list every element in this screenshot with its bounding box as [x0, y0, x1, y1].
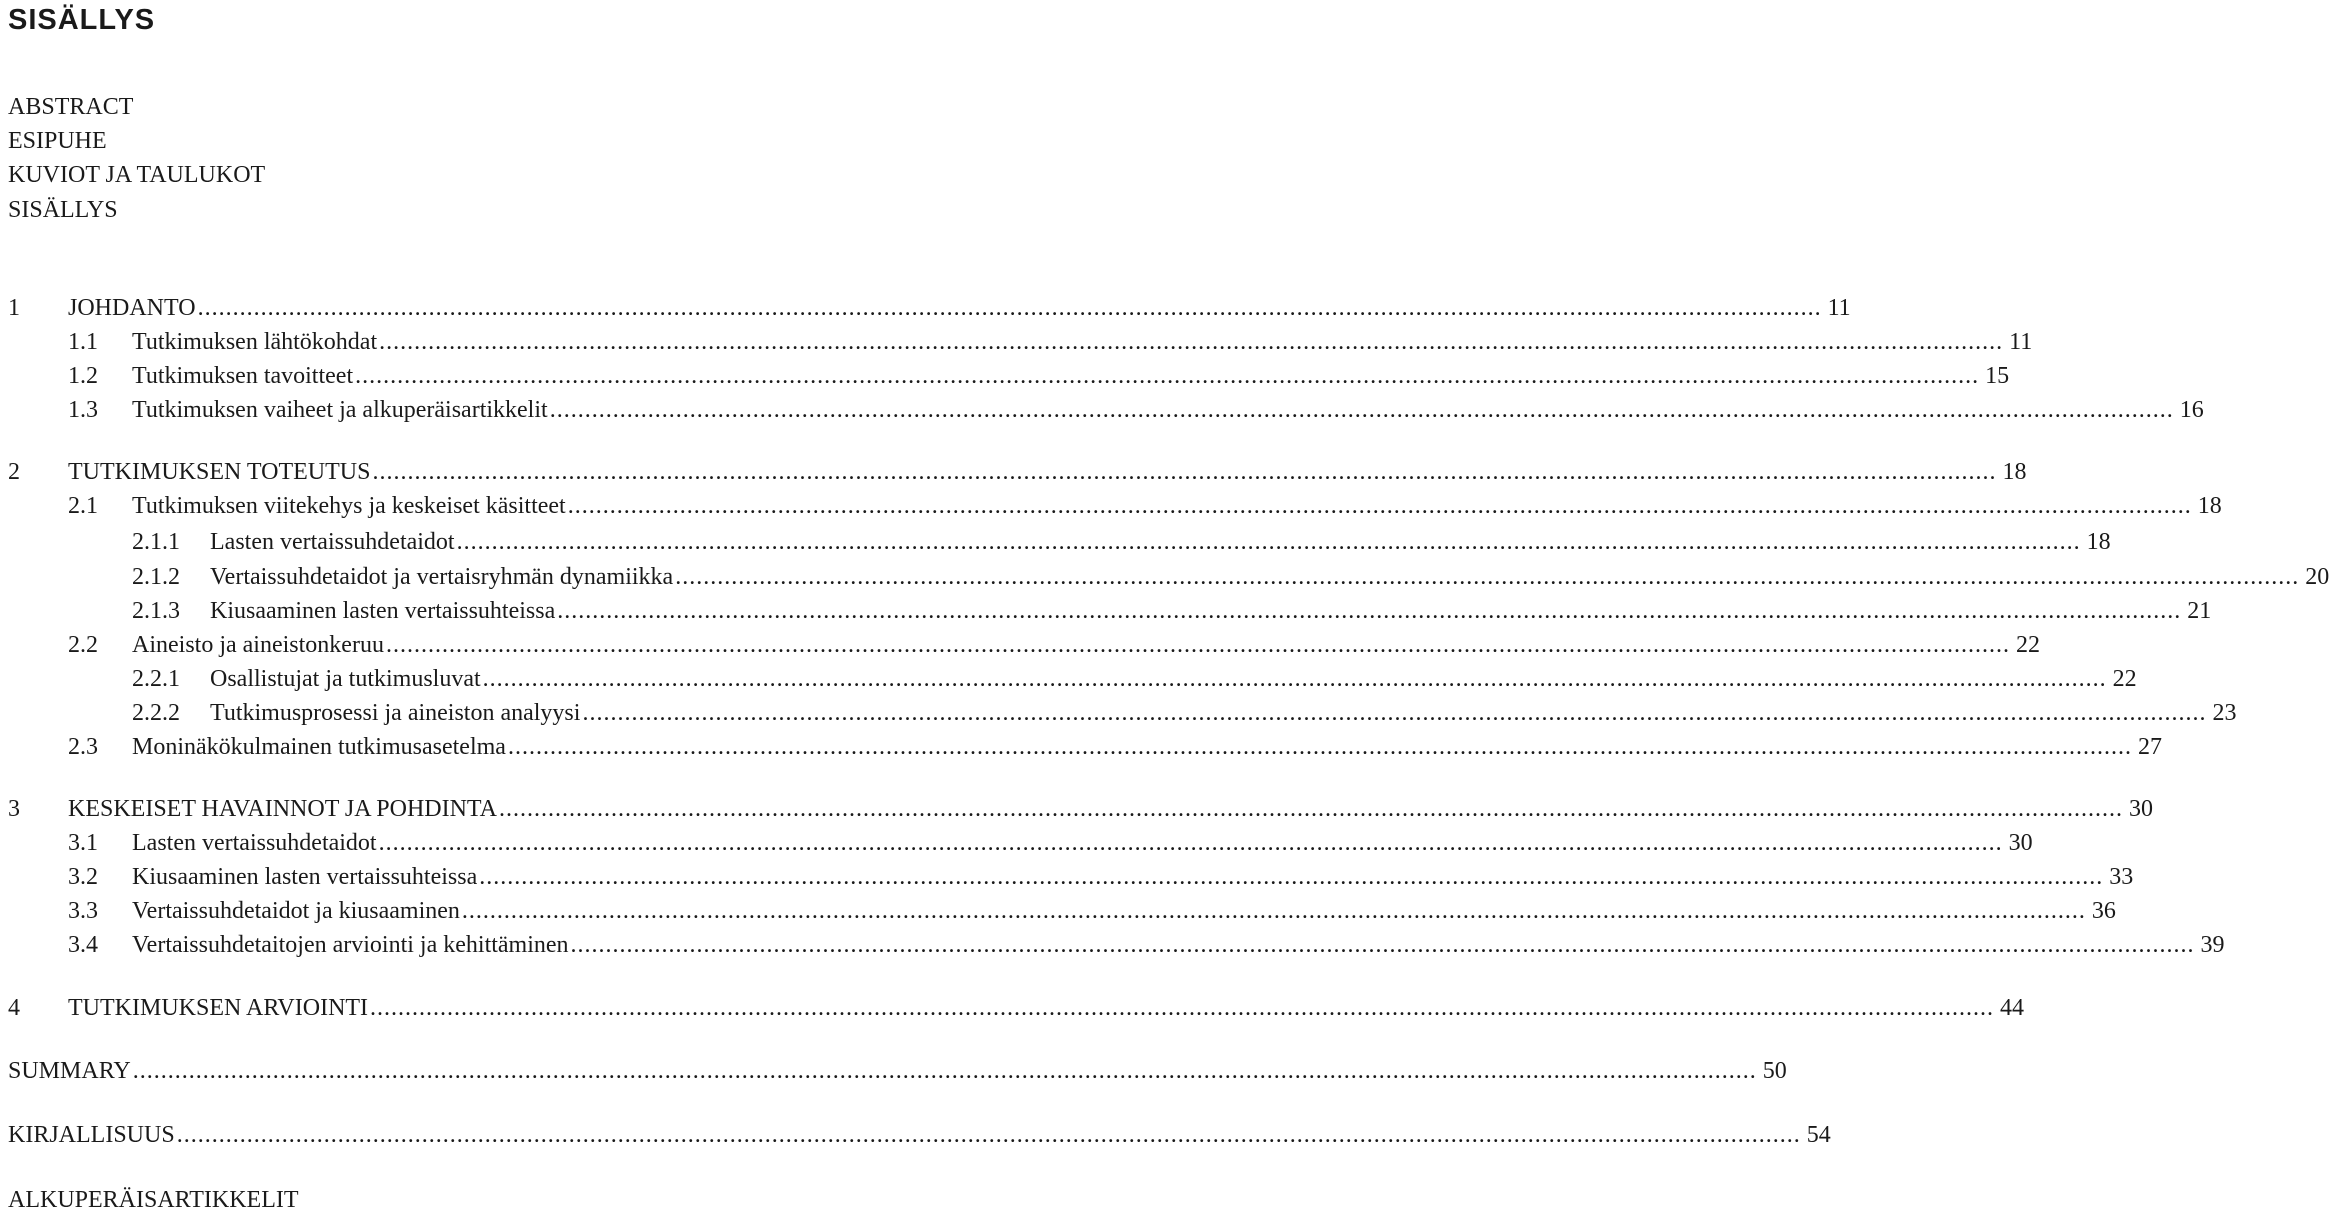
toc-entry-page: 27 — [2137, 734, 2162, 760]
leader-dots: ........................................................................................................................................................................................................................................ — [197, 295, 1822, 321]
toc-entry-page: 16 — [2179, 397, 2204, 423]
toc-entry-number: 2.3 — [68, 734, 98, 760]
leader-dots: ........................................................................................................................................................................................................................................ — [132, 1058, 1757, 1084]
appendix-heading: ALKUPERÄISARTIKKELIT — [8, 1187, 299, 1213]
toc-entry — [8, 560, 2329, 594]
toc-entry — [8, 594, 2212, 628]
toc-entry-label: SUMMARY — [8, 1054, 131, 1088]
leader-dots: ........................................................................................................................................................................................................................................ — [507, 734, 2132, 760]
toc-entry — [8, 1054, 1787, 1088]
toc-entry-number: 3.3 — [68, 898, 98, 924]
toc-entry-label: Tutkimuksen vaiheet ja alkuperäisartikkelit — [132, 393, 548, 427]
toc-entry-page: 44 — [2000, 995, 2025, 1021]
toc-entry-number: 1 — [8, 295, 20, 321]
toc-entry — [8, 489, 2222, 523]
toc-entry — [8, 991, 2025, 1025]
leader-dots: ........................................................................................................................................................................................................................................ — [549, 397, 2174, 423]
toc-entry-number: 2.1.3 — [132, 598, 180, 624]
leader-dots: ........................................................................................................................................................................................................................................ — [570, 932, 2195, 958]
toc-entry-number: 3.2 — [68, 864, 98, 890]
toc-entry-label: Kiusaaminen lasten vertaissuhteissa — [210, 594, 555, 628]
toc-entry — [8, 359, 2010, 393]
toc-entry-label: Lasten vertaissuhdetaidot — [210, 525, 455, 559]
leader-dots: ........................................................................................................................................................................................................................................ — [675, 564, 2300, 590]
leader-dots: ........................................................................................................................................................................................................................................ — [378, 830, 2003, 856]
toc-entry-page: 20 — [2305, 564, 2329, 590]
toc-entry-number: 2.2.1 — [132, 666, 180, 692]
toc-entry-label: Tutkimuksen lähtökohdat — [132, 325, 377, 359]
toc-entry-number: 1.1 — [68, 329, 98, 355]
toc-entry-label: Lasten vertaissuhdetaidot — [132, 826, 377, 860]
toc-entry-label: Aineisto ja aineistonkeruu — [132, 628, 384, 662]
toc-entry-number: 2 — [8, 459, 20, 485]
toc-entry-page: 36 — [2091, 898, 2116, 924]
leader-dots: ........................................................................................................................................................................................................................................ — [355, 363, 1980, 389]
toc-entry-page: 39 — [2200, 932, 2225, 958]
toc-entry-label: TUTKIMUKSEN TOTEUTUS — [68, 455, 370, 489]
front-matter-item: ABSTRACT — [8, 94, 134, 120]
toc-entry — [8, 393, 2204, 427]
leader-dots: ........................................................................................................................................................................................................................................ — [479, 864, 2104, 890]
toc-entry-page: 30 — [2129, 796, 2153, 822]
toc-entry-label: KESKEISET HAVAINNOT JA POHDINTA — [68, 792, 497, 826]
toc-entry-label: JOHDANTO — [68, 291, 196, 325]
toc-entry-number: 2.1.1 — [132, 529, 180, 555]
toc-entry-page: 22 — [2112, 666, 2137, 692]
toc-entry-page: 33 — [2109, 864, 2134, 890]
toc-entry — [8, 894, 2116, 928]
front-matter-item: KUVIOT JA TAULUKOT — [8, 162, 266, 188]
toc-entry-page: 11 — [2009, 329, 2033, 355]
toc-entry-number: 2.2 — [68, 632, 98, 658]
toc-entry-page: 11 — [1827, 295, 1851, 321]
toc-entry — [8, 792, 2153, 826]
toc-entry — [8, 730, 2162, 764]
toc-entry — [8, 455, 2027, 489]
toc-entry-page: 30 — [2008, 830, 2033, 856]
toc-entry — [8, 696, 2237, 730]
toc-entry-number: 1.3 — [68, 397, 98, 423]
leader-dots: ........................................................................................................................................................................................................................................ — [372, 459, 1997, 485]
leader-dots: ........................................................................................................................................................................................................................................ — [370, 995, 1995, 1021]
leader-dots: ........................................................................................................................................................................................................................................ — [385, 632, 2010, 658]
leader-dots: ........................................................................................................................................................................................................................................ — [379, 329, 2004, 355]
toc-entry-label: Vertaissuhdetaitojen arviointi ja kehittäminen — [132, 928, 569, 962]
toc-entry-label: Osallistujat ja tutkimusluvat — [210, 662, 481, 696]
toc-entry-label: Vertaissuhdetaidot ja vertaisryhmän dynamiikka — [210, 560, 673, 594]
toc-entry-number: 1.2 — [68, 363, 98, 389]
toc-entry — [8, 628, 2040, 662]
leader-dots: ........................................................................................................................................................................................................................................ — [499, 796, 2123, 822]
toc-entry-label: Moninäkökulmainen tutkimusasetelma — [132, 730, 506, 764]
leader-dots: ........................................................................................................................................................................................................................................ — [557, 598, 2182, 624]
toc-entry — [8, 662, 2137, 696]
toc-entry — [8, 525, 2111, 559]
toc-entry-page: 22 — [2015, 632, 2040, 658]
leader-dots: ........................................................................................................................................................................................................................................ — [176, 1122, 1801, 1148]
toc-entry-page: 15 — [1985, 363, 2010, 389]
toc-entry-number: 4 — [8, 995, 20, 1021]
toc-entry-label: Vertaissuhdetaidot ja kiusaaminen — [132, 894, 460, 928]
toc-entry-page: 18 — [2197, 493, 2222, 519]
toc-entry-label: Tutkimuksen tavoitteet — [132, 359, 353, 393]
page-title: SISÄLLYS — [8, 4, 156, 36]
toc-entry-number: 2.2.2 — [132, 700, 180, 726]
toc-entry-page: 18 — [2002, 459, 2027, 485]
toc-entry-page: 50 — [1762, 1058, 1787, 1084]
toc-entry — [8, 1118, 1831, 1152]
toc-entry-page: 54 — [1806, 1122, 1831, 1148]
toc-entry — [8, 928, 2225, 962]
leader-dots: ........................................................................................................................................................................................................................................ — [461, 898, 2086, 924]
toc-entry-label: Kiusaaminen lasten vertaissuhteissa — [132, 860, 477, 894]
toc-entry-page: 18 — [2086, 529, 2111, 555]
front-matter-item: ESIPUHE — [8, 128, 107, 154]
toc-entry-page: 23 — [2212, 700, 2237, 726]
toc-entry-label: Tutkimuksen viitekehys ja keskeiset käsitteet — [132, 489, 566, 523]
toc-entry — [8, 860, 2134, 894]
toc-entry — [8, 291, 1851, 325]
toc-entry-page: 21 — [2187, 598, 2212, 624]
toc-entry-label: KIRJALLISUUS — [8, 1118, 175, 1152]
leader-dots: ........................................................................................................................................................................................................................................ — [567, 493, 2192, 519]
leader-dots: ........................................................................................................................................................................................................................................ — [482, 666, 2107, 692]
toc-entry-number: 3.1 — [68, 830, 98, 856]
toc-entry — [8, 325, 2033, 359]
toc-entry — [8, 826, 2033, 860]
toc-entry-number: 2.1 — [68, 493, 98, 519]
toc-entry-number: 3 — [8, 796, 20, 822]
leader-dots: ........................................................................................................................................................................................................................................ — [582, 700, 2207, 726]
toc-entry-number: 3.4 — [68, 932, 98, 958]
toc-entry-label: Tutkimusprosessi ja aineiston analyysi — [210, 696, 580, 730]
leader-dots: ........................................................................................................................................................................................................................................ — [456, 529, 2081, 555]
toc-entry-label: TUTKIMUKSEN ARVIOINTI — [68, 991, 368, 1025]
toc-entry-number: 2.1.2 — [132, 564, 180, 590]
front-matter-item: SISÄLLYS — [8, 197, 118, 223]
